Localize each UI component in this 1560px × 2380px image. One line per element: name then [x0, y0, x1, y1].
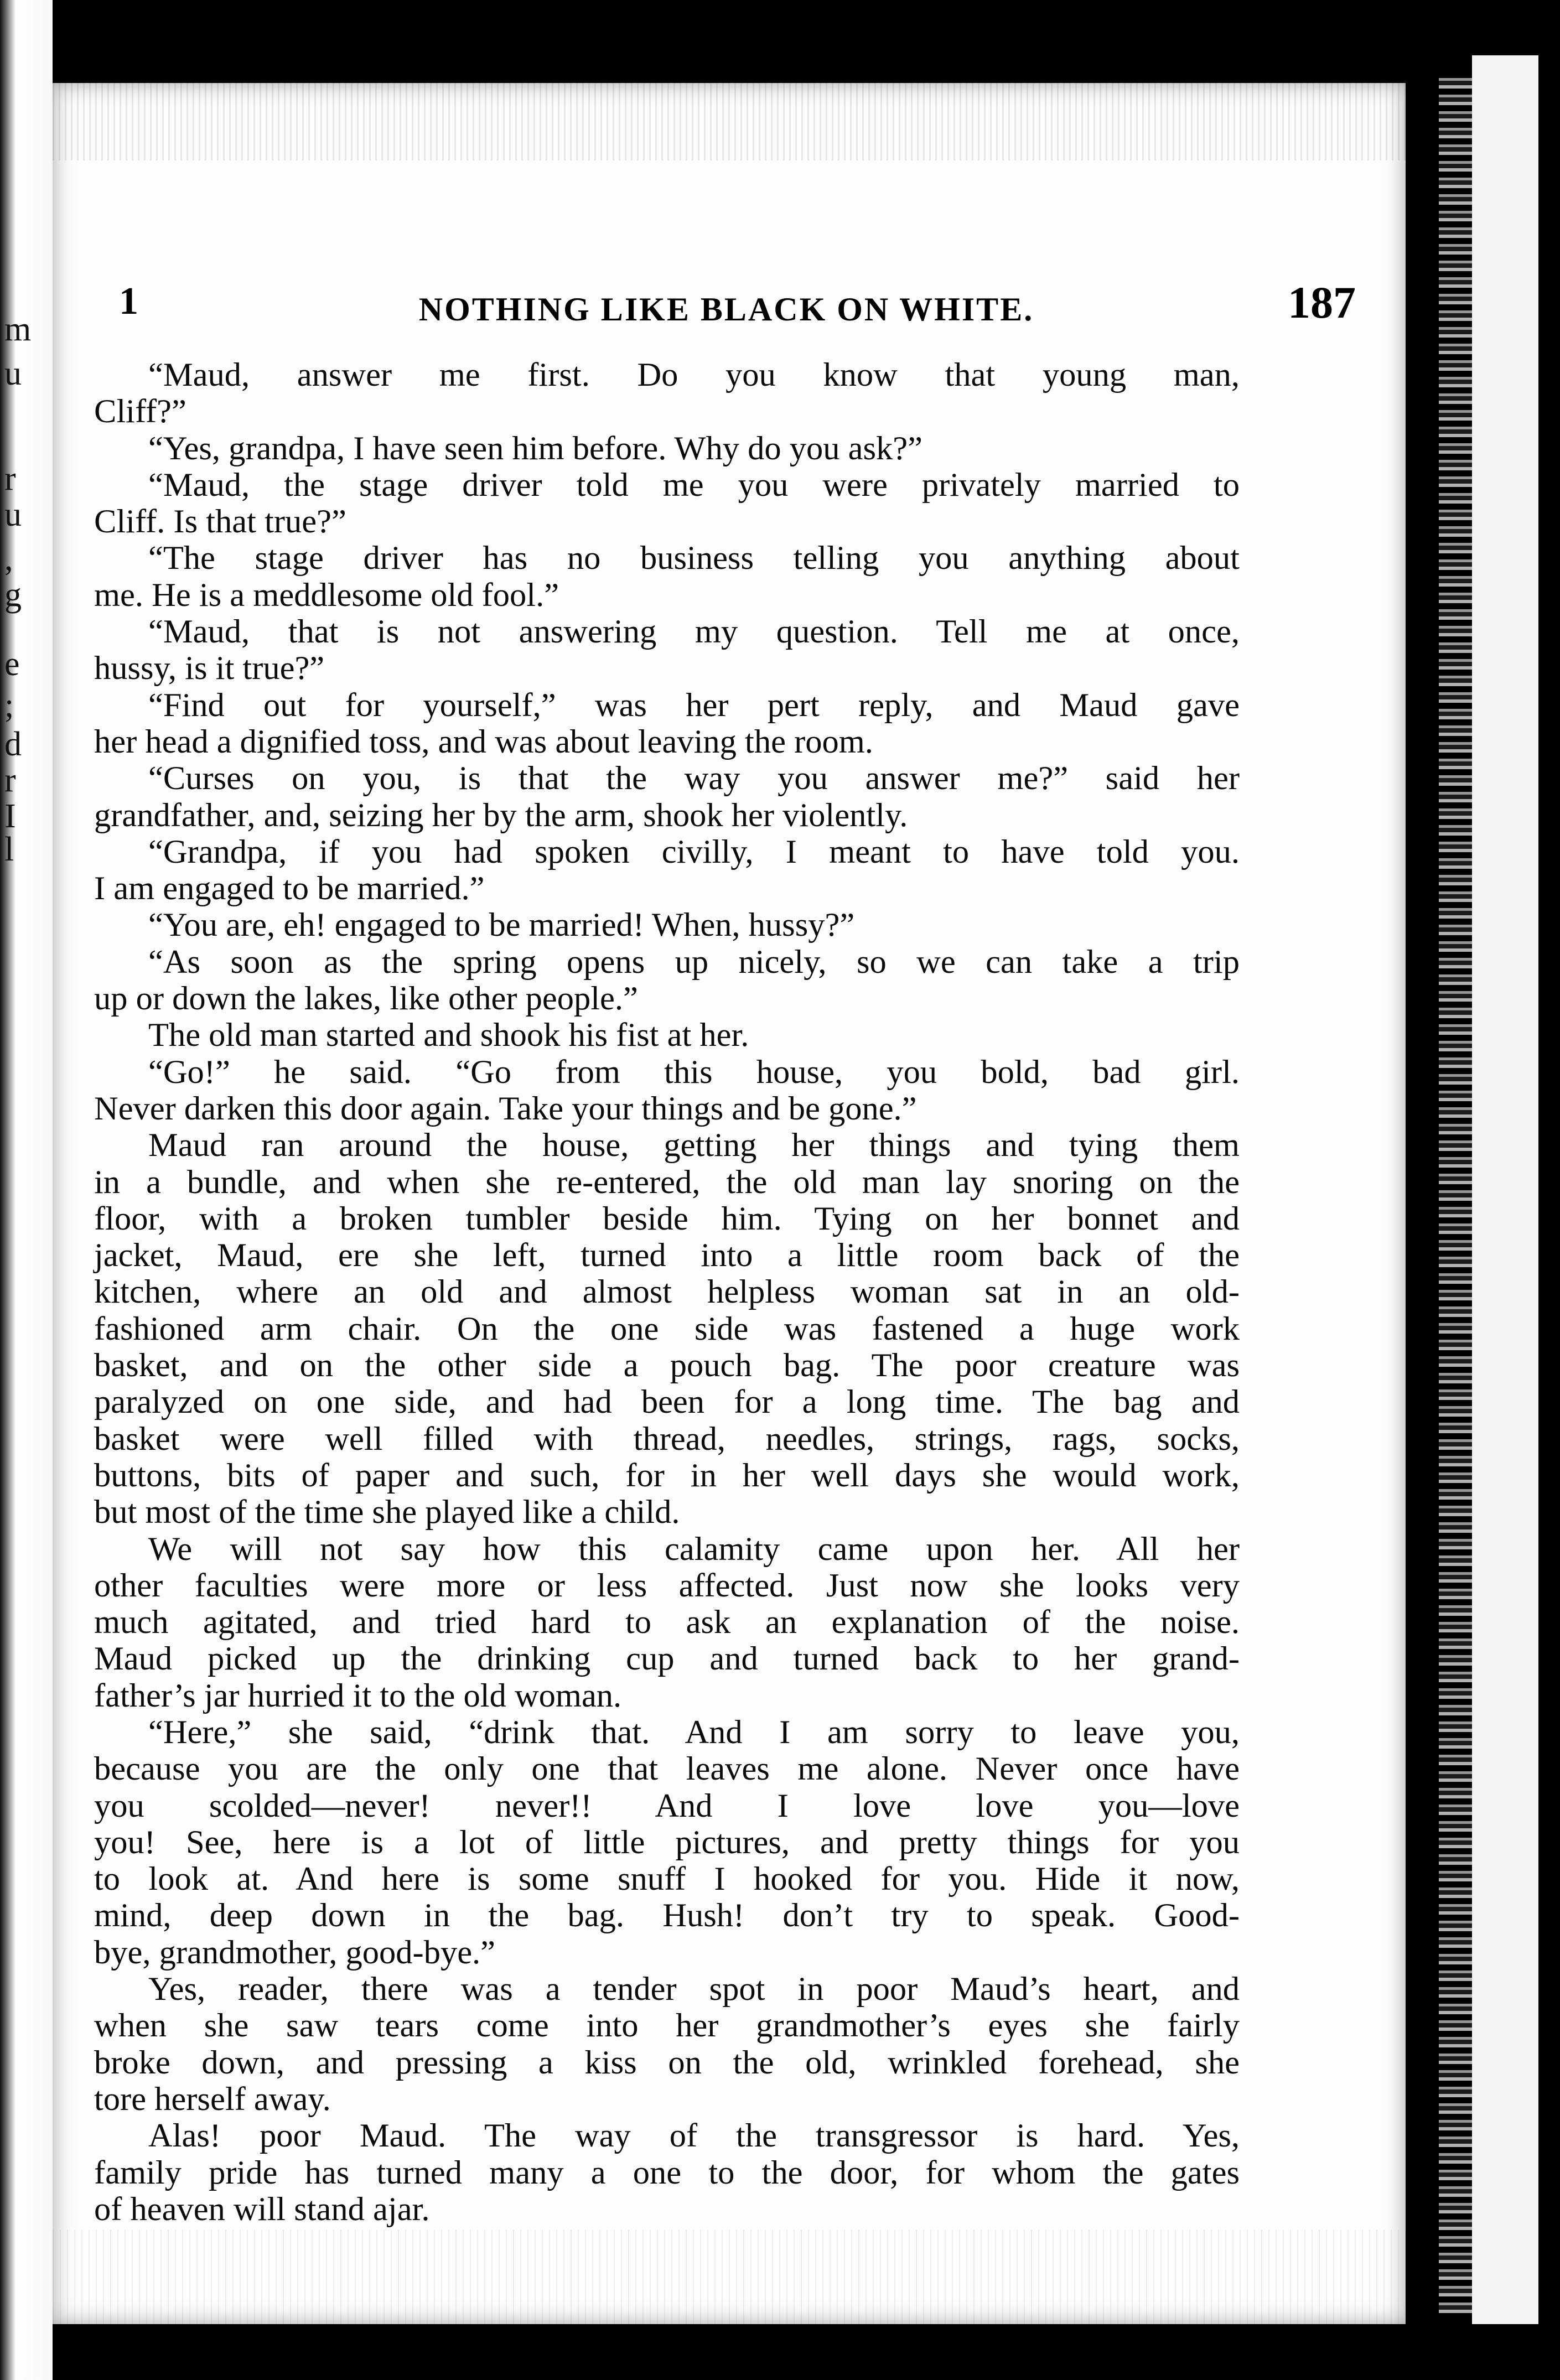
margin-fragment: u: [4, 496, 22, 533]
text-line: paralyzed on one side, and had been for a long time. The bag and: [94, 1383, 1240, 1421]
text-line: but most of the time she played like a child.: [94, 1494, 680, 1531]
text-line: The old man started and shook his fist at her.: [148, 1017, 749, 1054]
text-line: much agitated, and tried hard to ask an explanation of the noise.: [94, 1604, 1240, 1641]
text-line: broke down, and pressing a kiss on the old, wrinkled forehead, she: [94, 2044, 1240, 2081]
text-line: her head a dignified toss, and was about leaving the room.: [94, 723, 873, 760]
text-line: floor, with a broken tumbler beside him. Tying on her bonnet and: [94, 1200, 1240, 1237]
adjacent-page-edge: [0, 0, 53, 2380]
text-line: Alas! poor Maud. The way of the transgressor is hard. Yes,: [148, 2117, 1240, 2155]
page-number: 187: [1288, 277, 1356, 328]
text-line: jacket, Maud, ere she left, turned into a little room back of the: [94, 1237, 1240, 1274]
text-line: because you are the only one that leaves me alone. Never once have: [94, 1750, 1240, 1788]
text-line: you! See, here is a lot of little pictures, and pretty things for you: [94, 1823, 1240, 1861]
text-line: fashioned arm chair. On the one side was fastened a huge work: [94, 1310, 1240, 1347]
text-line: me. He is a meddlesome old fool.”: [94, 576, 559, 614]
signature-mark: 1: [119, 280, 138, 323]
margin-fragment: g: [4, 576, 22, 614]
text-line: Cliff. Is that true?”: [94, 503, 346, 541]
text-line: “Curses on you, is that the way you answer me?” said her: [148, 760, 1240, 797]
margin-fragment: l: [4, 831, 14, 868]
margin-fragment: e: [4, 645, 20, 683]
text-line: “Go!” he said. “Go from this house, you bold, bad girl.: [148, 1053, 1240, 1091]
text-line: Maud ran around the house, getting her things and tying them: [148, 1127, 1240, 1164]
text-line: “Maud, the stage driver told me you were privately married to: [148, 466, 1240, 504]
running-header: [86, 219, 1367, 328]
text-line: bye, grandmother, good-bye.”: [94, 1933, 496, 1971]
text-line: I am engaged to be married.”: [94, 870, 485, 908]
text-line: Maud picked up the drinking cup and turned back to her grand-: [94, 1640, 1240, 1678]
text-line: “You are, eh! engaged to be married! When, hussy?”: [148, 906, 855, 944]
margin-fragment: d: [4, 725, 22, 763]
text-line: buttons, bits of paper and such, for in her well days she would work,: [94, 1456, 1240, 1494]
text-line: grandfather, and, seizing her by the arm, shook her violently.: [94, 796, 908, 834]
text-line: other faculties were more or less affected. Just now she looks very: [94, 1567, 1240, 1604]
text-line: “Grandpa, if you had spoken civilly, I meant to have told you.: [148, 833, 1240, 870]
text-line: family pride has turned many a one to the door, for whom the gates: [94, 2154, 1240, 2191]
margin-fragment: ;: [4, 687, 14, 724]
text-line: Cliff?”: [94, 393, 186, 431]
text-line: up or down the lakes, like other people.”: [94, 980, 638, 1018]
margin-fragment: r: [4, 460, 16, 497]
text-line: basket, and on the other side a pouch bag. The poor creature was: [94, 1347, 1240, 1385]
body-text: [94, 357, 1240, 2228]
text-line: “Maud, answer me first. Do you know that young man,: [148, 356, 1240, 393]
text-line: hussy, is it true?”: [94, 650, 325, 687]
text-line: “The stage driver has no business telling you anything about: [148, 540, 1240, 577]
text-line: mind, deep down in the bag. Hush! don’t try to speak. Good-: [94, 1897, 1240, 1935]
text-line: “Yes, grandpa, I have seen him before. Why do you ask?”: [148, 429, 922, 467]
text-line: “Find out for yourself,” was her pert reply, and Maud gave: [148, 686, 1240, 724]
text-line: in a bundle, and when she re-entered, the old man lay snoring on the: [94, 1163, 1240, 1201]
book-edge: [1406, 0, 1560, 2380]
text-line: when she saw tears come into her grandmother’s eyes she fairly: [94, 2007, 1240, 2045]
margin-fragment: r: [4, 761, 16, 799]
margin-fragment: m: [4, 310, 32, 348]
text-line: of heaven will stand ajar.: [94, 2190, 430, 2228]
text-line: “As soon as the spring opens up nicely, so we can take a trip: [148, 943, 1240, 981]
text-line: Never darken this door again. Take your things and be gone.”: [94, 1090, 917, 1127]
text-line: We will not say how this calamity came upon her. All her: [148, 1530, 1240, 1568]
text-line: you scolded—never! never!! And I love love you—love: [94, 1787, 1240, 1824]
book-page: [53, 83, 1406, 2324]
cover-edge: [1472, 55, 1538, 2324]
text-line: tore herself away.: [94, 2080, 331, 2118]
text-line: Yes, reader, there was a tender spot in poor Maud’s heart, and: [148, 1971, 1240, 2008]
margin-fragment: I: [4, 797, 16, 835]
text-line: kitchen, where an old and almost helpless woman sat in an old-: [94, 1273, 1240, 1311]
text-line: to look at. And here is some snuff I hooked for you. Hide it now,: [94, 1860, 1240, 1898]
text-line: basket were well filled with thread, needles, strings, rags, socks,: [94, 1420, 1240, 1458]
margin-fragment: u: [4, 355, 22, 392]
text-line: “Maud, that is not answering my question. Tell me at once,: [148, 613, 1240, 651]
text-line: “Here,” she said, “drink that. And I am sorry to leave you,: [148, 1713, 1240, 1751]
running-title: NOTHING LIKE BLACK ON WHITE.: [418, 291, 1034, 328]
text-line: father’s jar hurried it to the old woman.: [94, 1677, 622, 1714]
margin-fragment: ,: [4, 540, 13, 578]
